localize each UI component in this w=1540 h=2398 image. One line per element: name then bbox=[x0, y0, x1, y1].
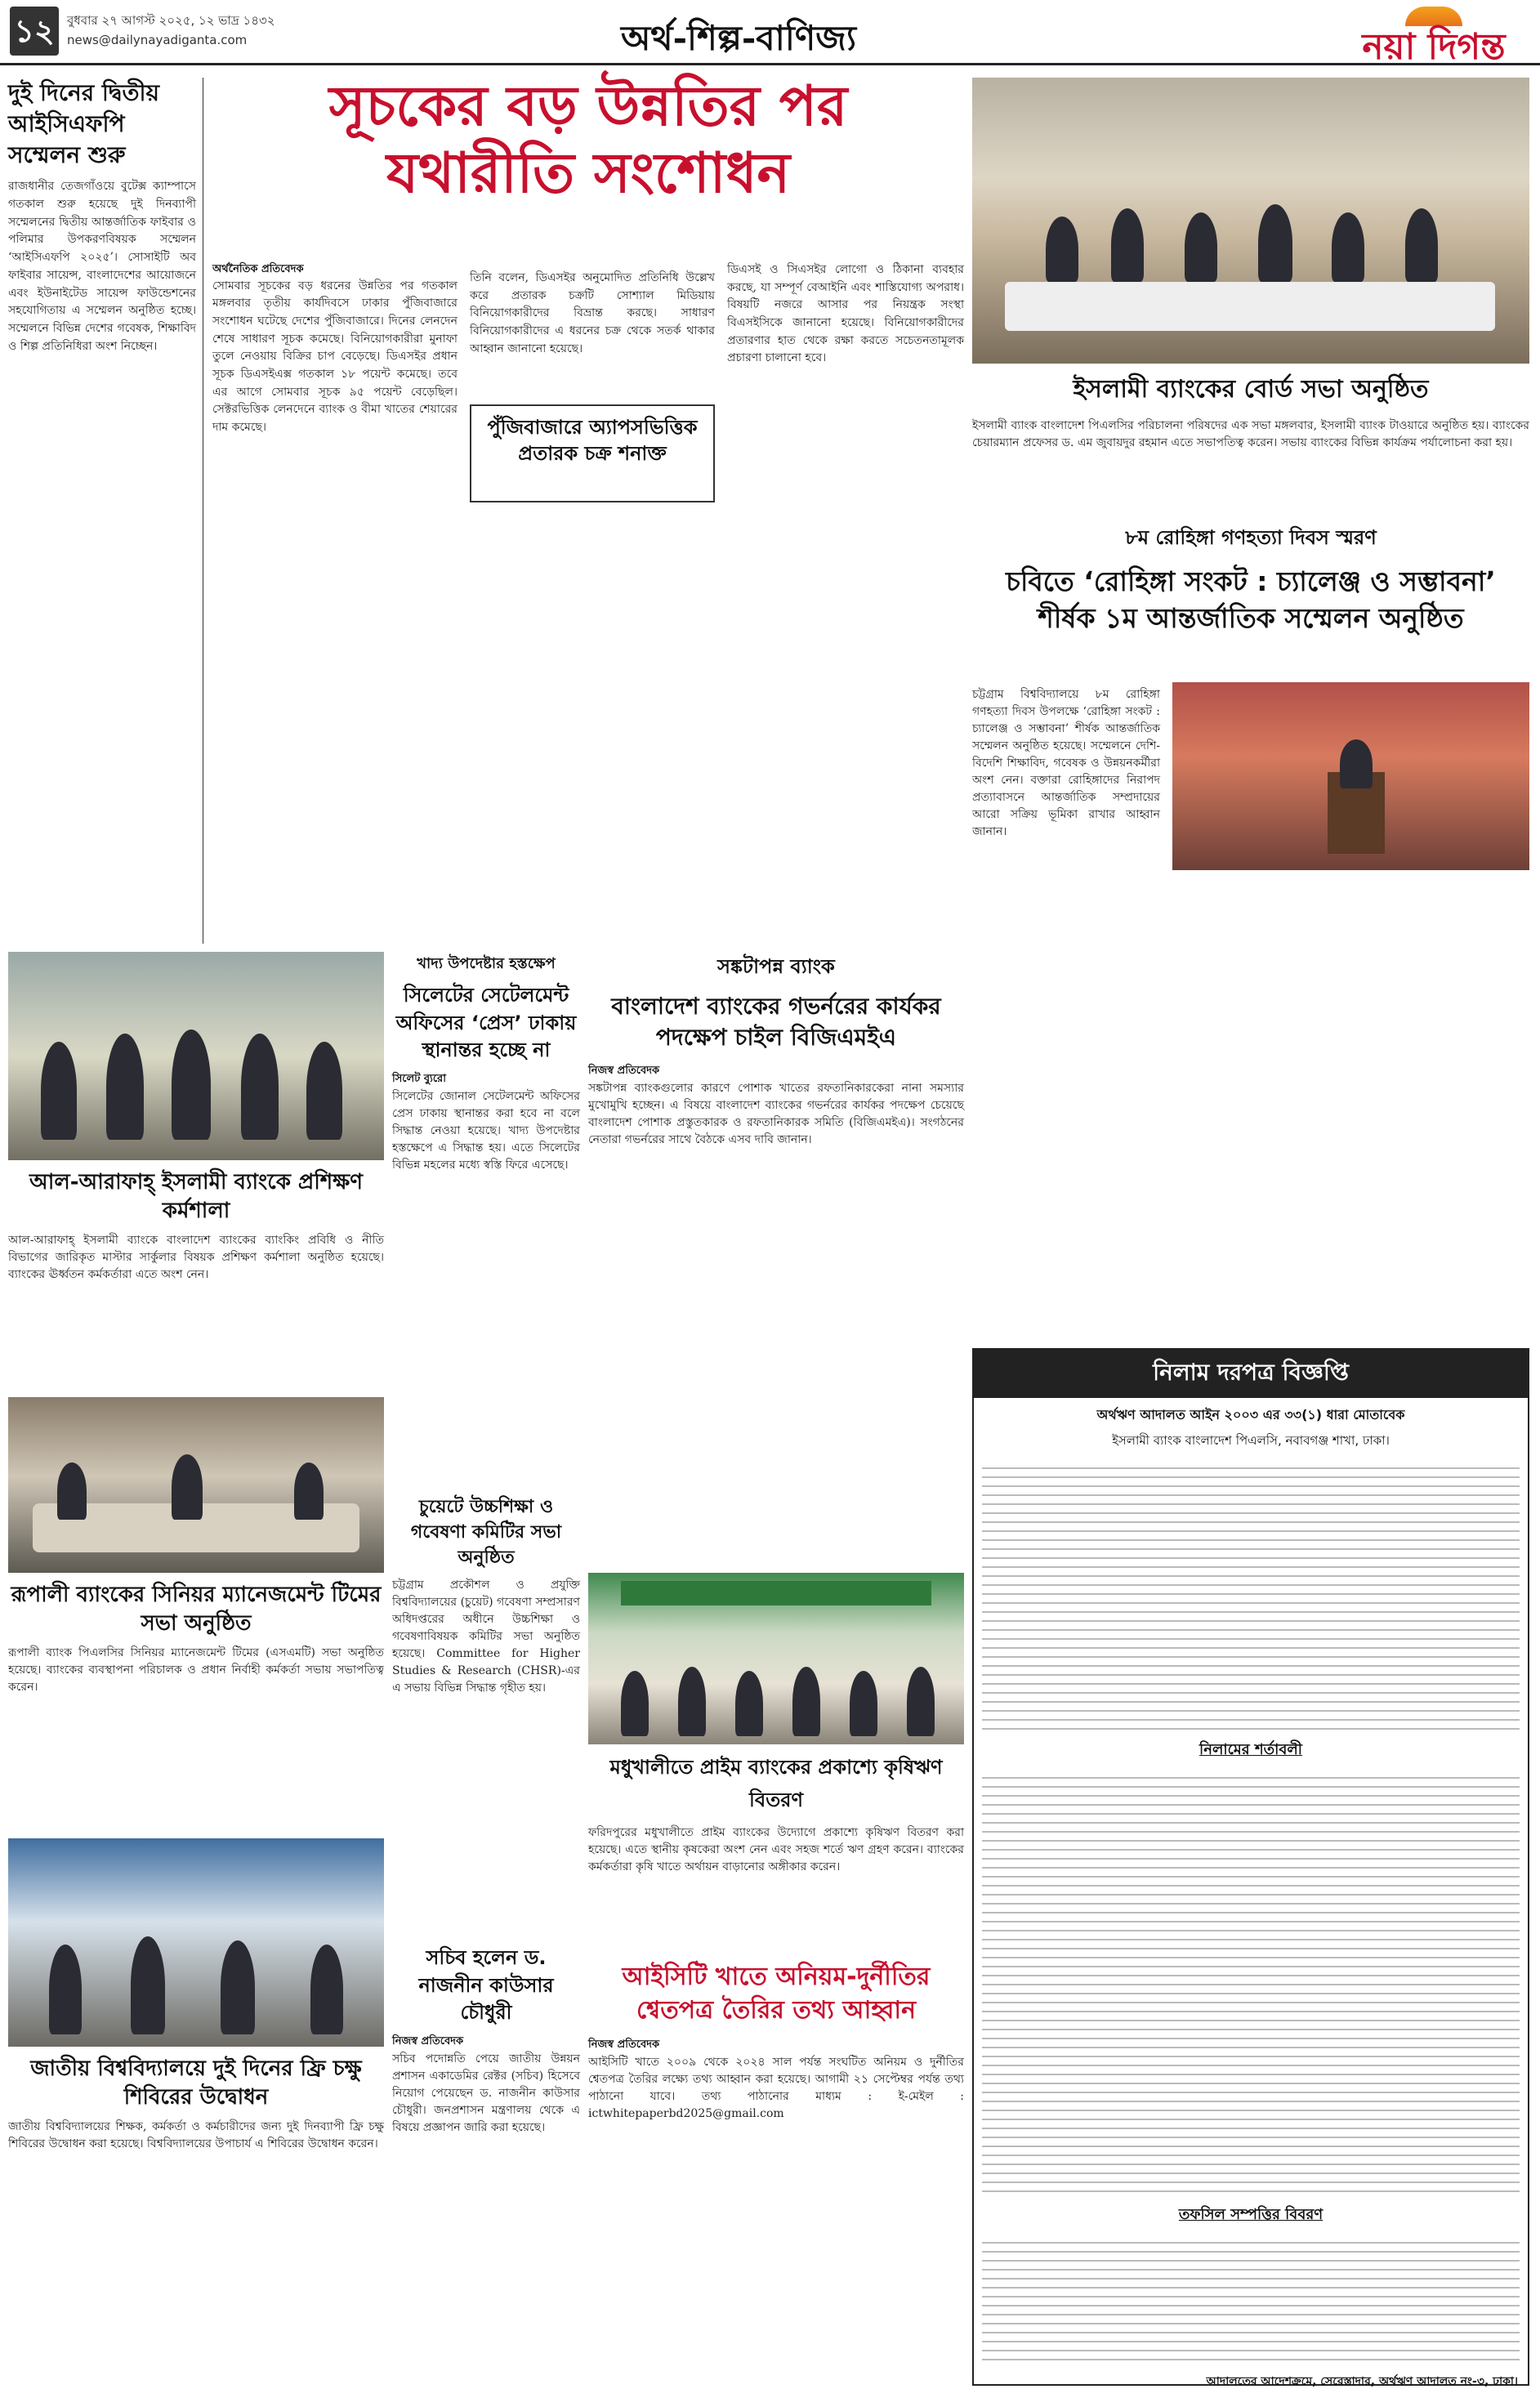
banner bbox=[621, 1581, 931, 1605]
rohingya-headline-line2: শীর্ষক ১ম আন্তর্জাতিক সম্মেলন অনুষ্ঠিত bbox=[1038, 601, 1464, 634]
logo bbox=[1340, 5, 1528, 68]
rohingya-body: চট্টগ্রাম বিশ্ববিদ্যালয়ে ৮ম রোহিঙ্গা গণহত্যা দিবস উপলক্ষে ‘রোহিঙ্গা সংকট : চ্যালেঞ্জ ও সম্ভাবনা’ শীর্ষক আন্তর্জাতিক সম্মেলন অনুষ্ঠিত হয়েছে। সম্মেলনে দেশি-বিদেশি শিক্ষাবিদ, গবেষক ও উন্নয়নকর্মীরা অংশ নেন। বক্তারা রোহিঙ্গাদের নিরাপদ প্রত্যাবাসনে আন্তর্জাতিক সম্প্রদায়ের আরো সক্রিয় ভূমিকা রাখার আহ্বান জানান। bbox=[972, 688, 1160, 838]
ict-body: আইসিটি খাতে ২০০৯ থেকে ২০২৪ সাল পর্যন্ত সংঘটিত অনিয়ম ও দুর্নীতির শ্বেতপত্র তৈরির লক্ষ্যে তথ্য আহ্বান করা হয়েছে। আগামী ২১ সেপ্টেম্বর পর্যন্ত তথ্য পাঠানো যাবে। তথ্য পাঠানোর মাধ্যম : ই-মেইল : ictwhitepaperbd2025@gmail.com bbox=[588, 2056, 964, 2120]
al-arafah-body: আল-আরাফাহ্ ইসলামী ব্যাংকে বাংলাদেশ ব্যাংকের ব্যাংকিং প্রবিধি ও নীতি বিভাগের জারিকৃত মাস্টার সার্কুলার বিষয়ক প্রশিক্ষণ কর্মশালা অনুষ্ঠিত হয়েছে। ব্যাংকের ঊর্ধ্বতন কর্মকর্তারা এতে অংশ নেন। bbox=[8, 1234, 384, 1282]
auction-text-block-2 bbox=[982, 1770, 1520, 2195]
auction-text-block-3 bbox=[982, 2235, 1520, 2365]
prime-bank-story bbox=[588, 1753, 964, 1876]
bgmea-byline: নিজস্ব প্রতিবেদক bbox=[588, 1064, 660, 1077]
bgmea-headline-line1: বাংলাদেশ ব্যাংকের গভর্নরের কার্যকর bbox=[611, 993, 941, 1020]
lead-body-right: ডিএসই ও সিএসইর লোগো ও ঠিকানা ব্যবহার করছে, যা সম্পূর্ণ বেআইনি এবং শাস্তিযোগ্য অপরাধ। বিষয়টি নজরে আসার পর নিয়ন্ত্রক সংস্থা বিএসইসিকে জানানো হয়েছে। বিনিয়োগকারীদের প্রতারণার হাত থেকে রক্ষা করতে সচেতনতামূলক প্রচারণা চালানো হবে। bbox=[727, 263, 964, 365]
research-headline: চুয়েটে উচ্চশিক্ষা ও গবেষণা কমিটির সভা অনুষ্ঠিত bbox=[410, 1497, 562, 1568]
national-university-body: জাতীয় বিশ্ববিদ্যালয়ের শিক্ষক, কর্মকর্তা ও কর্মচারীদের জন্য দুই দিনব্যাপী ফ্রি চক্ষু শিবিরের উদ্বোধন করা হয়েছে। বিশ্ববিদ্যালয়ের উপাচার্য এ শিবিরের উদ্বোধন করেন। bbox=[8, 2120, 384, 2151]
ict-byline: নিজস্ব প্রতিবেদক bbox=[588, 2039, 660, 2051]
lead-headline-line1: সূচকের বড় উন্নতির পর bbox=[328, 74, 848, 139]
conference-table bbox=[1005, 282, 1495, 331]
islami-bank-board-story bbox=[972, 369, 1529, 452]
rohingya-kicker: ৮ম রোহিঙ্গা গণহত্যা দিবস স্মরণ bbox=[1125, 526, 1377, 549]
email: news@dailynayadiganta.com bbox=[67, 33, 248, 47]
masthead bbox=[0, 0, 1540, 68]
ict-headline-line1: আইসিটি খাতে অনিয়ম-দুর্নীতির bbox=[622, 1963, 931, 1991]
sochib-byline: নিজস্ব প্রতিবেদক bbox=[392, 2034, 464, 2047]
khadya-body: সিলেটের জোনাল সেটেলমেন্ট অফিসের প্রেস ঢাকায় স্থানান্তর করা হবে না বলে সিদ্ধান্ত নেওয়া হয়েছে। খাদ্য উপদেষ্টার হস্তক্ষেপে এ সিদ্ধান্ত হয়। এতে সিলেটের বিভিন্ন মহলের মধ্যে স্বস্তি ফিরে এসেছে। bbox=[392, 1089, 580, 1172]
auction-footer: আদালতের আদেশক্রমে, সেরেস্তাদার, অর্থঋণ আদালত নং-৩, ঢাকা। bbox=[1206, 2375, 1518, 2388]
bgmea-kicker: সঙ্কটাপন্ন ব্যাংক bbox=[717, 955, 835, 978]
auction-text-block-1 bbox=[982, 1460, 1520, 1730]
rohingya-photo bbox=[1172, 682, 1529, 870]
khadya-story bbox=[392, 952, 580, 1483]
logo-text: নয়া দিগন্ত bbox=[1362, 26, 1506, 68]
bgmea-body: সঙ্কটাপন্ন ব্যাংকগুলোর কারণে পোশাক খাতের রফতানিকারকেরা নানা সমস্যার মুখোমুখি হচ্ছেন। এ বিষয়ে বাংলাদেশ ব্যাংকের গভর্নরের কার্যকর পদক্ষেপ চেয়েছে বাংলাদেশ পোশাক প্রস্তুতকারক ও রফতানিকারক সমিতি (বিজিএমইএ)। সংগঠনের নেতারা গভর্নরের সাথে বৈঠকে এসব দাবি জানান। bbox=[588, 1081, 964, 1146]
al-arafah-story bbox=[8, 1168, 384, 1284]
lead-headline bbox=[212, 74, 964, 207]
lead-story-col2 bbox=[470, 270, 715, 392]
rupali-body: রূপালী ব্যাংক পিএলসির সিনিয়র ম্যানেজমেন্ট টিমের (এসএমটি) সভা অনুষ্ঠিত হয়েছে। ব্যাংকের ব্যবস্থাপনা পরিচালক ও প্রধান নির্বাহী কর্মকর্তা সভায় সভাপতিত্ব করেন। bbox=[8, 1646, 384, 1695]
sochib-body: সচিব পদোন্নতি পেয়ে জাতীয় উন্নয়ন প্রশাসন একাডেমির রেক্টর (সচিব) হিসেবে নিয়োগ পেয়েছেন ড. নাজনীন কাউসার চৌধুরী। জনপ্রশাসন মন্ত্রণালয় থেকে এ বিষয়ে প্রজ্ঞাপন জারি করা হয়েছে। bbox=[392, 2052, 580, 2134]
left-body: রাজধানীর তেজগাঁওয়ে বুটেক্স ক্যাম্পাসে গতকাল শুরু হয়েছে দুই দিনব্যাপী সম্মেলনের দ্বিতীয় আন্তর্জাতিক ফাইবার ও পলিমার উপকরণবিষয়ক সম্মেলন ‘আইসিএফপি ২০২৫’। সোসাইটি অব ফাইবার সায়েন্স, বাংলাদেশের আয়োজনে এবং ইউনাইটেড সায়েন্স ফাউন্ডেশনের সহযোগিতায় এ সম্মেলন অনুষ্ঠিত হচ্ছে। সম্মেলনে বিভিন্ন দেশের গবেষক, শিক্ষাবিদ ও শিল্প প্রতিনিধিরা অংশ নিচ্ছেন। bbox=[8, 180, 196, 353]
national-university-photo bbox=[8, 1838, 384, 2047]
al-arafah-photo bbox=[8, 952, 384, 1160]
islami-bank-board-headline: ইসলামী ব্যাংকের বোর্ড সভা অনুষ্ঠিত bbox=[1073, 375, 1429, 404]
national-university-headline: জাতীয় বিশ্ববিদ্যালয়ে দুই দিনের ফ্রি চক্ষু শিবিরের উদ্বোধন bbox=[30, 2056, 362, 2110]
national-university-story bbox=[8, 2055, 384, 2153]
lead-byline: অর্থনৈতিক প্রতিবেদক bbox=[212, 263, 304, 275]
auction-notice bbox=[972, 1348, 1529, 2386]
prime-bank-photo bbox=[588, 1573, 964, 1744]
bgmea-story bbox=[588, 952, 964, 1597]
lead-story-col1 bbox=[212, 261, 458, 931]
auction-schedule-title: তফসিল সম্পত্তির বিবরণ bbox=[1178, 2206, 1324, 2223]
lead-sub-body: তিনি বলেন, ডিএসইর অনুমোদিত প্রতিনিধি উল্লেখ করে প্রতারক চক্রটি সোশ্যাল মিডিয়ায় বিনিয়োগকারীদের বিভ্রান্ত করছে। সাধারণ বিনিয়োগকারীদের এ ধরনের চক্র থেকে সতর্ক থাকার আহ্বান জানানো হয়েছে। bbox=[470, 271, 715, 355]
islami-bank-board-body: ইসলামী ব্যাংক বাংলাদেশ পিএলসির পরিচালনা পরিষদের এক সভা মঙ্গলবার, ইসলামী ব্যাংক টাওয়ারে অনুষ্ঠিত হয়। ব্যাংকের চেয়ারম্যান প্রফেসর ড. এম জুবায়দুর রহমান এতে সভাপতিত্ব করেন। সভায় ব্যাংকের বিভিন্ন কার্যক্রম পর্যালোচনা করা হয়। bbox=[972, 419, 1529, 449]
page-number: ১২ bbox=[10, 7, 59, 56]
bgmea-headline-line2: পদক্ষেপ চাইল বিজিএমইএ bbox=[655, 1023, 897, 1051]
khadya-headline: সিলেটের সেটেলমেন্ট অফিসের ‘প্রেস’ ঢাকায় স্থানান্তর হচ্ছে না bbox=[395, 984, 577, 1062]
khadya-kicker: খাদ্য উপদেষ্টার হস্তক্ষেপ bbox=[417, 955, 556, 972]
khadya-byline: সিলেট ব্যুরো bbox=[392, 1072, 446, 1085]
ict-story bbox=[588, 1961, 964, 2386]
auction-subtitle: অর্থঋণ আদালত আইন ২০০৩ এর ৩৩(১) ধারা মোতাবেক bbox=[1096, 1407, 1405, 1422]
prime-bank-body: ফরিদপুরের মধুখালীতে প্রাইম ব্যাংকের উদ্যোগে প্রকাশ্যে কৃষিঋণ বিতরণ করা হয়েছে। এতে স্থানীয় কৃষকেরা অংশ নেন এবং সহজ শর্তে ঋণ গ্রহণ করেন। ব্যাংকের কর্মকর্তারা কৃষি খাতে অর্থায়ন বাড়ানোর অঙ্গীকার করেন। bbox=[588, 1826, 964, 1873]
rohingya-story bbox=[972, 523, 1529, 1340]
sub-headline: পুঁজিবাজারে অ্যাপসভিত্তিক প্রতারক চক্র শনাক্ত bbox=[487, 416, 698, 466]
auction-bank: ইসলামী ব্যাংক বাংলাদেশ পিএলসি, নবাবগঞ্জ শাখা, ঢাকা। bbox=[1112, 1433, 1390, 1448]
ict-headline-line2: শ্বেতপত্র তৈরির তথ্য আহ্বান bbox=[636, 1995, 917, 2025]
research-body: চট্টগ্রাম প্রকৌশল ও প্রযুক্তি বিশ্ববিদ্যালয়ের (চুয়েট) গবেষণা সম্প্রসারণ অধিদপ্তরের অধীনে উচ্চশিক্ষা ও গবেষণাবিষয়ক কমিটির সভা অনুষ্ঠিত হয়েছে। Committee for Higher Studies & Research (CHSR)-এর এ সভায় বিভিন্ন সিদ্ধান্ত গৃহীত হয়। bbox=[392, 1579, 580, 1695]
islami-bank-board-photo bbox=[972, 78, 1529, 364]
lead-headline-line2: যথারীতি সংশোধন bbox=[386, 141, 791, 206]
lead-story-col3 bbox=[727, 261, 964, 931]
prime-bank-headline: মধুখালীতে প্রাইম ব্যাংকের প্রকাশ্যে কৃষিঋণ বিতরণ bbox=[609, 1756, 943, 1811]
sub-headline-box bbox=[470, 404, 715, 502]
auction-conditions-title: নিলামের শর্তাবলী bbox=[1199, 1741, 1302, 1758]
date-line: বুধবার ২৭ আগস্ট ২০২৫, ১২ ভাদ্র ১৪৩২ bbox=[67, 13, 275, 28]
sochib-headline: সচিব হলেন ড. নাজনীন কাউসার চৌধুরী bbox=[418, 1946, 554, 2025]
auction-title: নিলাম দরপত্র বিজ্ঞপ্তি bbox=[974, 1350, 1528, 1398]
rupali-story bbox=[8, 1581, 384, 1696]
rupali-photo bbox=[8, 1397, 384, 1573]
section-title: অর্থ-শিল্প-বাণিজ্য bbox=[621, 18, 857, 58]
lead-body: সোমবার সূচকের বড় ধরনের উন্নতির পর গতকাল মঙ্গলবার তৃতীয় কার্যদিবসে ঢাকার পুঁজিবাজারে সংশোধন ঘটেছে দেশের পুঁজিবাজারে। দিনের লেনদেন শেষে সাধারণ সূচক কমেছে। বিনিয়োগকারীরা মুনাফা তুলে নেওয়ায় বিক্রির চাপ বেড়েছে। ডিএসইর প্রধান সূচক ডিএসইএক্স গতকাল ১৮ পয়েন্ট কমেছে। তবে এর আগে সোমবার সূচক ৯৫ পয়েন্ট বেড়েছিল। সেক্টরভিত্তিক লেনদেনে ব্যাংক ও বীমা খাতের শেয়ারের দাম কমেছে। bbox=[212, 279, 458, 434]
left-column-story bbox=[8, 78, 196, 944]
rupali-headline: রূপালী ব্যাংকের সিনিয়র ম্যানেজমেন্ট টিমের সভা অনুষ্ঠিত bbox=[11, 1583, 382, 1637]
left-headline: দুই দিনের দ্বিতীয় আইসিএফপি সম্মেলন শুরু bbox=[8, 79, 160, 168]
research-story bbox=[392, 1495, 580, 1838]
al-arafah-headline: আল-আরাফাহ্ ইসলামী ব্যাংকে প্রশিক্ষণ কর্মশালা bbox=[29, 1170, 363, 1224]
rohingya-headline-line1: চবিতে ‘রোহিঙ্গা সংকট : চ্যালেঞ্জ ও সম্ভাবনা’ bbox=[1006, 565, 1496, 597]
sochib-story bbox=[392, 1945, 580, 2386]
